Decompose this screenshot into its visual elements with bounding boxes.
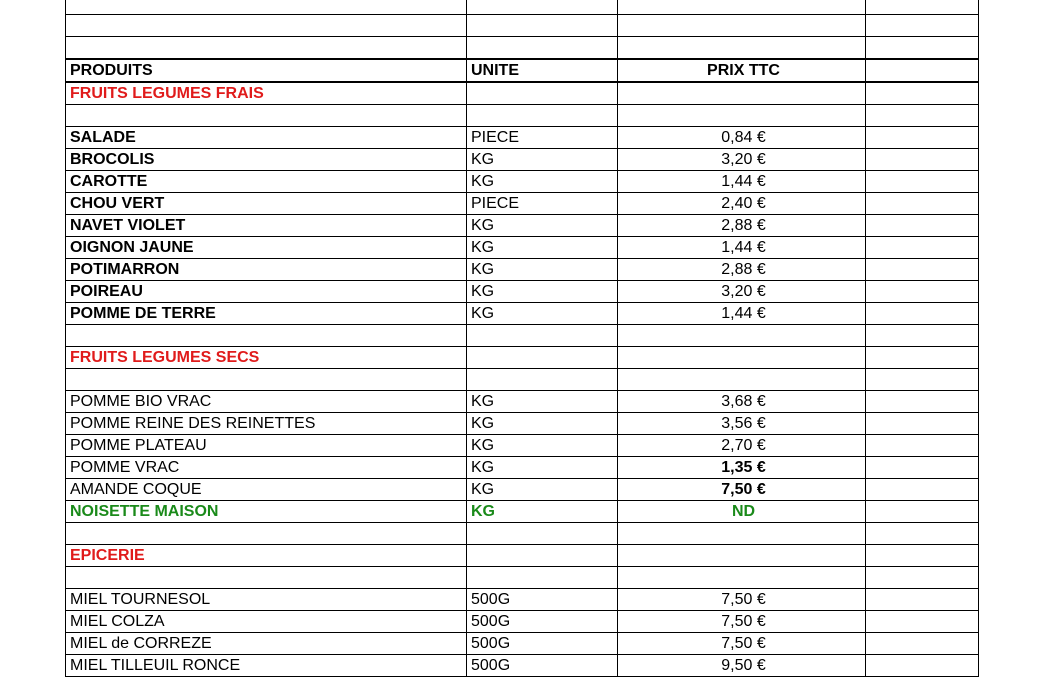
- product-name: OIGNON JAUNE: [66, 237, 467, 259]
- table-row: [66, 435, 979, 457]
- table-row: [66, 237, 979, 259]
- product-name: AMANDE COQUE: [66, 479, 467, 501]
- table-row: [66, 193, 979, 215]
- product-price: 3,20 €: [618, 281, 866, 303]
- product-name: MIEL TOURNESOL: [66, 589, 467, 611]
- section-title: EPICERIE: [66, 545, 467, 567]
- product-name: POIREAU: [66, 281, 467, 303]
- product-name: CAROTTE: [66, 171, 467, 193]
- product-price: 3,56 €: [618, 413, 866, 435]
- product-unit: PIECE: [467, 127, 618, 149]
- product-name: SALADE: [66, 127, 467, 149]
- product-price: 2,70 €: [618, 435, 866, 457]
- table-row: [66, 127, 979, 149]
- empty-row: [66, 0, 979, 15]
- table-row: [66, 215, 979, 237]
- product-unit: KG: [467, 435, 618, 457]
- product-unit: KG: [467, 281, 618, 303]
- empty-row: [66, 37, 979, 60]
- product-price: 7,50 €: [618, 633, 866, 655]
- product-name: POTIMARRON: [66, 259, 467, 281]
- product-price: 9,50 €: [618, 655, 866, 677]
- product-unit: KG: [467, 303, 618, 325]
- product-price: 1,44 €: [618, 303, 866, 325]
- section-title: FRUITS LEGUMES FRAIS: [66, 82, 467, 105]
- table-row: [66, 479, 979, 501]
- product-price: 2,88 €: [618, 259, 866, 281]
- table-row: [66, 611, 979, 633]
- product-unit: KG: [467, 413, 618, 435]
- product-price: 7,50 €: [618, 479, 866, 501]
- product-price: 1,44 €: [618, 237, 866, 259]
- product-unit: KG: [467, 391, 618, 413]
- table-row: [66, 303, 979, 325]
- table-row: [66, 633, 979, 655]
- product-unit: 500G: [467, 633, 618, 655]
- product-unit: KG: [467, 171, 618, 193]
- table-row: [66, 413, 979, 435]
- product-unit: KG: [467, 215, 618, 237]
- product-price: 3,68 €: [618, 391, 866, 413]
- section-row: [66, 545, 979, 567]
- empty-row: [66, 567, 979, 589]
- product-unit: KG: [467, 501, 618, 523]
- product-price: ND: [618, 501, 866, 523]
- price-list-table: [65, 0, 979, 677]
- product-price: 2,40 €: [618, 193, 866, 215]
- product-name: POMME REINE DES REINETTES: [66, 413, 467, 435]
- empty-row: [66, 523, 979, 545]
- product-name: POMME DE TERRE: [66, 303, 467, 325]
- product-price: 2,88 €: [618, 215, 866, 237]
- product-unit: KG: [467, 457, 618, 479]
- product-unit: KG: [467, 149, 618, 171]
- product-unit: 500G: [467, 589, 618, 611]
- product-name: MIEL TILLEUIL RONCE: [66, 655, 467, 677]
- table-row: [66, 501, 979, 523]
- product-name: NOISETTE MAISON: [66, 501, 467, 523]
- product-unit: 500G: [467, 611, 618, 633]
- product-unit: KG: [467, 237, 618, 259]
- header-produits: PRODUITS: [66, 59, 467, 82]
- product-price: 1,35 €: [618, 457, 866, 479]
- product-name: POMME BIO VRAC: [66, 391, 467, 413]
- product-name: NAVET VIOLET: [66, 215, 467, 237]
- product-price: 0,84 €: [618, 127, 866, 149]
- header-unite: UNITE: [467, 59, 618, 82]
- product-name: CHOU VERT: [66, 193, 467, 215]
- table-row: [66, 259, 979, 281]
- product-unit: KG: [467, 259, 618, 281]
- product-name: POMME VRAC: [66, 457, 467, 479]
- section-title: FRUITS LEGUMES SECS: [66, 347, 467, 369]
- product-price: 7,50 €: [618, 611, 866, 633]
- table-row: [66, 457, 979, 479]
- empty-row: [66, 369, 979, 391]
- product-unit: 500G: [467, 655, 618, 677]
- section-row: [66, 82, 979, 105]
- product-name: POMME PLATEAU: [66, 435, 467, 457]
- header-row: [66, 59, 979, 82]
- section-row: [66, 347, 979, 369]
- empty-row: [66, 325, 979, 347]
- empty-row: [66, 105, 979, 127]
- header-prix: PRIX TTC: [618, 59, 866, 82]
- product-price: 7,50 €: [618, 589, 866, 611]
- table-row: [66, 281, 979, 303]
- table-row: [66, 171, 979, 193]
- product-unit: PIECE: [467, 193, 618, 215]
- table-row: [66, 589, 979, 611]
- table-row: [66, 149, 979, 171]
- empty-row: [66, 15, 979, 37]
- product-name: BROCOLIS: [66, 149, 467, 171]
- product-unit: KG: [467, 479, 618, 501]
- product-price: 3,20 €: [618, 149, 866, 171]
- product-price: 1,44 €: [618, 171, 866, 193]
- table-row: [66, 391, 979, 413]
- product-name: MIEL COLZA: [66, 611, 467, 633]
- product-name: MIEL de CORREZE: [66, 633, 467, 655]
- table-row: [66, 655, 979, 677]
